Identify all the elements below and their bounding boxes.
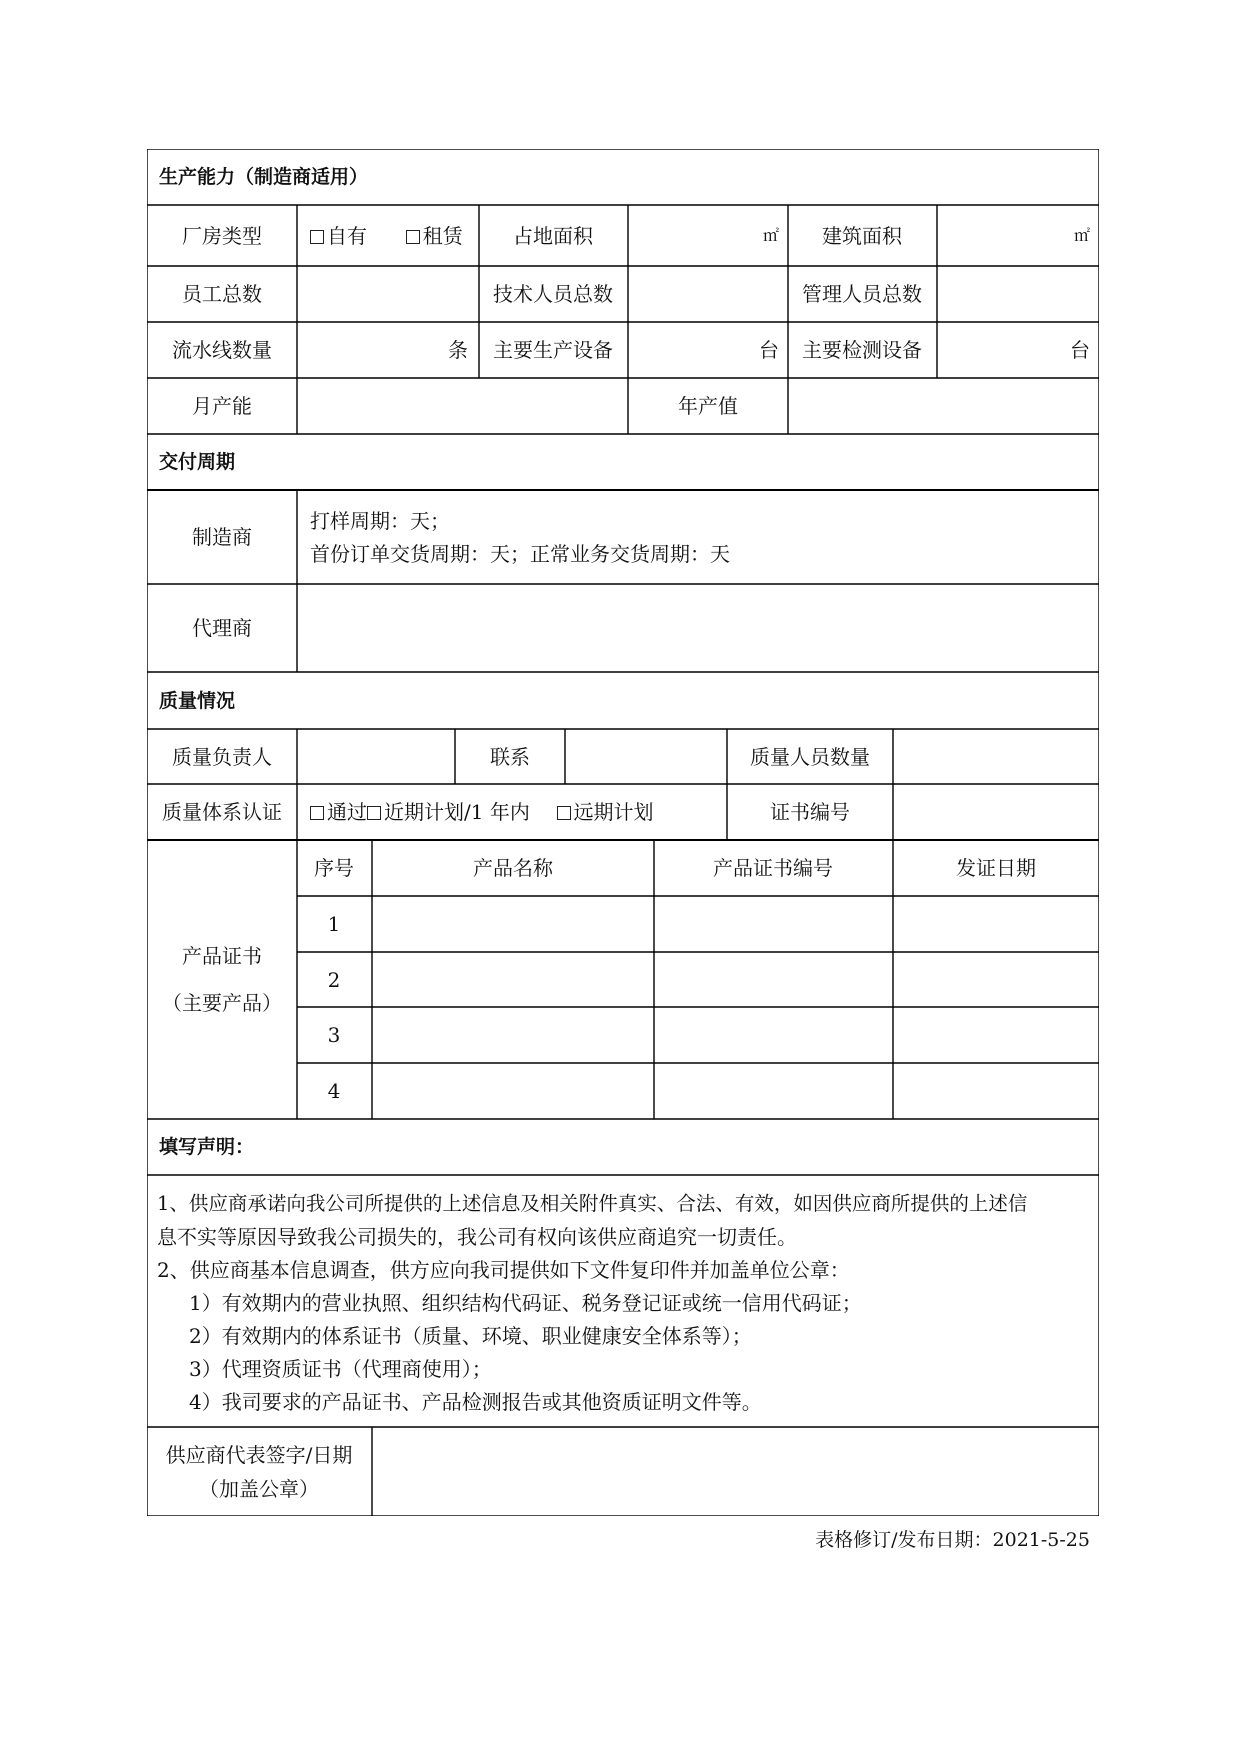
- form-revision-date: 表格修订/发布日期：2021-5-25: [815, 1529, 1090, 1551]
- signature-label-2: （加盖公章）: [199, 1477, 319, 1501]
- section-title-declaration: 填写声明：: [159, 1136, 255, 1158]
- monthly-capacity-label: 月产能: [192, 394, 252, 418]
- declaration-item-1: 1）有效期内的营业执照、组织结构代码证、税务登记证或统一信用代码证；: [189, 1291, 862, 1315]
- quality-responsible-label: 质量负责人: [172, 745, 272, 769]
- delivery-manufacturer-line1: 打样周期：天；: [310, 509, 450, 533]
- delivery-manufacturer-label: 制造商: [192, 525, 252, 549]
- plant-type-label: 厂房类型: [182, 224, 262, 248]
- cert-near-label: 近期计划/1 年内: [384, 800, 530, 824]
- test-equip-label: 主要检测设备: [802, 338, 922, 362]
- product-cert-label-1: 产品证书: [182, 944, 262, 968]
- signature-label-1: 供应商代表签字/日期: [165, 1443, 353, 1467]
- plant-lease-label: 租赁: [422, 224, 463, 248]
- prod-equip-unit: 台: [759, 338, 779, 362]
- cert-far-label: 远期计划: [573, 800, 654, 824]
- cert-passed-label: 通过: [327, 800, 367, 824]
- table-row-index: 1: [327, 912, 341, 936]
- col-header-index: 序号: [314, 856, 354, 880]
- building-area-unit: ㎡: [1073, 226, 1090, 245]
- annual-output-label: 年产值: [678, 394, 738, 418]
- quality-cert-label: 质量体系认证: [162, 800, 282, 824]
- declaration-item-4: 4）我司要求的产品证书、产品检测报告或其他资质证明文件等。: [189, 1390, 762, 1414]
- section-title-production: 生产能力（制造商适用）: [159, 166, 369, 188]
- quality-cert-no-label: 证书编号: [770, 800, 850, 824]
- cert-far-checkbox[interactable]: [557, 806, 571, 820]
- tech-staff-label: 技术人员总数: [493, 282, 613, 306]
- plant-lease-checkbox[interactable]: [406, 230, 420, 244]
- declaration-item-2: 2）有效期内的体系证书（质量、环境、职业健康安全体系等）；: [189, 1324, 752, 1348]
- plant-own-checkbox[interactable]: [310, 230, 324, 244]
- land-area-unit: ㎡: [762, 226, 779, 245]
- mgmt-staff-label: 管理人员总数: [802, 282, 922, 306]
- test-equip-unit: 台: [1070, 338, 1090, 362]
- delivery-manufacturer-line2: 首份订单交货周期：天；正常业务交货周期：天: [310, 542, 730, 566]
- table-row-index: 2: [327, 968, 341, 992]
- declaration-p1-line1: 1、供应商承诺向我公司所提供的上述信息及相关附件真实、合法、有效，如因供应商所提供的上述信: [157, 1192, 1028, 1215]
- section-title-delivery: 交付周期: [159, 451, 236, 473]
- land-area-label: 占地面积: [513, 224, 593, 248]
- quality-staff-count-label: 质量人员数量: [750, 745, 870, 769]
- prod-equip-label: 主要生产设备: [493, 338, 613, 362]
- col-header-product-name: 产品名称: [473, 856, 553, 880]
- quality-contact-label: 联系: [490, 745, 530, 769]
- staff-total-label: 员工总数: [182, 282, 262, 306]
- declaration-item-3: 3）代理资质证书（代理商使用）；: [189, 1357, 492, 1381]
- product-cert-label-2: （主要产品）: [162, 991, 282, 1015]
- plant-type-options: [310, 222, 463, 250]
- cert-near-checkbox[interactable]: [367, 806, 381, 820]
- col-header-issue-date: 发证日期: [956, 856, 1036, 880]
- plant-own-label: 自有: [327, 224, 367, 248]
- building-area-label: 建筑面积: [822, 224, 902, 248]
- table-row-index: 3: [327, 1023, 341, 1047]
- declaration-p2: 2、供应商基本信息调查，供方应向我司提供如下文件复印件并加盖单位公章：: [157, 1258, 850, 1282]
- cert-passed-checkbox[interactable]: [310, 806, 324, 820]
- table-row-index: 4: [327, 1079, 341, 1103]
- declaration-p1-line2: 息不实等原因导致我公司损失的，我公司有权向该供应商追究一切责任。: [157, 1225, 797, 1249]
- col-header-cert-no: 产品证书编号: [713, 856, 833, 880]
- section-title-quality: 质量情况: [159, 690, 236, 712]
- lines-label: 流水线数量: [172, 338, 272, 362]
- delivery-agent-label: 代理商: [192, 616, 252, 640]
- lines-unit: 条: [448, 338, 468, 362]
- supplier-form: [147, 149, 1099, 1516]
- quality-cert-options: [310, 798, 654, 826]
